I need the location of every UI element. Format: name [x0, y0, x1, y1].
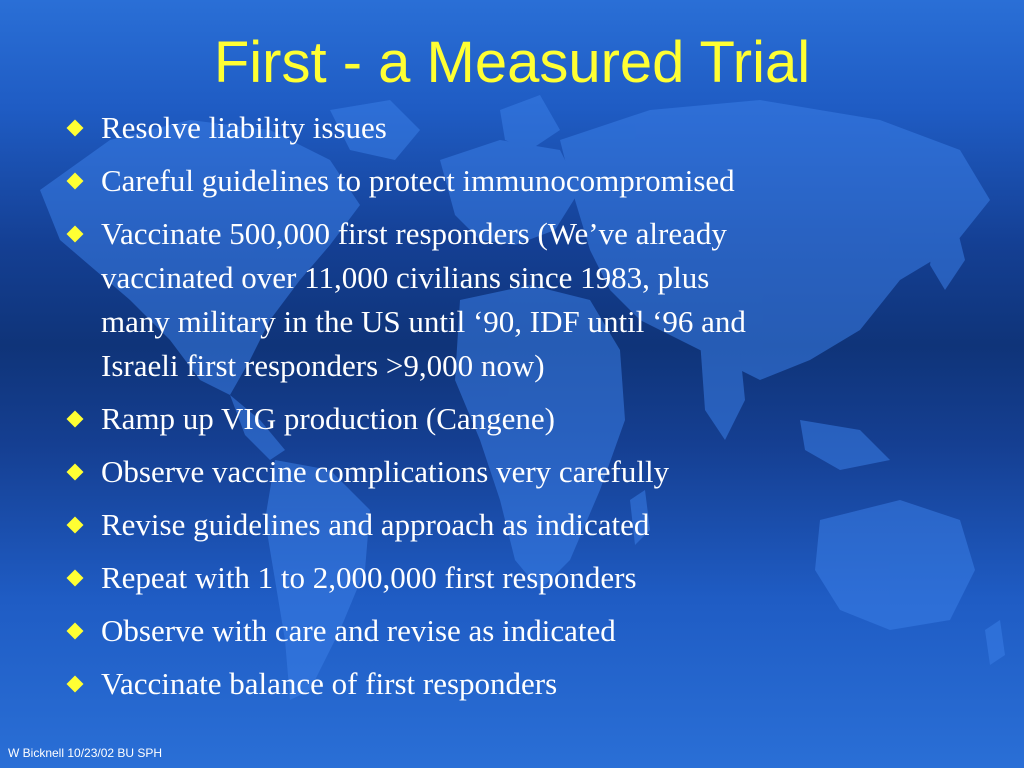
bullet-item	[66, 662, 966, 706]
slide-title: First - a Measured Trial	[213, 30, 811, 95]
bullet-item	[66, 450, 966, 494]
bullet-list	[66, 106, 966, 715]
diamond-bullet-icon	[67, 676, 84, 693]
diamond-bullet-icon	[67, 464, 84, 481]
bullet-text-line: Vaccinate 500,000 first responders (We’ve already	[101, 216, 727, 251]
bullet-text-line: Observe with care and revise as indicated	[101, 613, 616, 648]
bullet-item	[66, 397, 966, 441]
bullet-text-line: Observe vaccine complications very carefully	[101, 454, 670, 489]
bullet-text-line: Repeat with 1 to 2,000,000 first responders	[101, 560, 637, 595]
bullet-text-line: Resolve liability issues	[101, 110, 387, 145]
footer-text: W Bicknell 10/23/02 BU SPH	[8, 746, 163, 760]
bullet-text-line: Vaccinate balance of first responders	[101, 666, 558, 701]
diamond-bullet-icon	[67, 570, 84, 587]
bullet-item	[66, 503, 966, 547]
bullet-text-line: Careful guidelines to protect immunocompromised	[101, 163, 735, 198]
bullet-item	[66, 106, 966, 150]
diamond-bullet-icon	[67, 411, 84, 428]
bullet-text-line: Israeli first responders >9,000 now)	[101, 348, 545, 383]
bullet-item	[66, 556, 966, 600]
bullet-text-line: many military in the US until ‘90, IDF until ‘96 and	[101, 304, 746, 339]
bullet-item	[66, 159, 966, 203]
diamond-bullet-icon	[67, 517, 84, 534]
diamond-bullet-icon	[67, 173, 84, 190]
bullet-text-line: Revise guidelines and approach as indicated	[101, 507, 650, 542]
diamond-bullet-icon	[67, 623, 84, 640]
bullet-item	[66, 609, 966, 653]
diamond-bullet-icon	[67, 226, 84, 243]
bullet-text-line: Ramp up VIG production (Cangene)	[101, 401, 555, 436]
diamond-bullet-icon	[67, 120, 84, 137]
bullet-item	[66, 212, 966, 388]
bullet-text-line: vaccinated over 11,000 civilians since 1983, plus	[101, 260, 710, 295]
